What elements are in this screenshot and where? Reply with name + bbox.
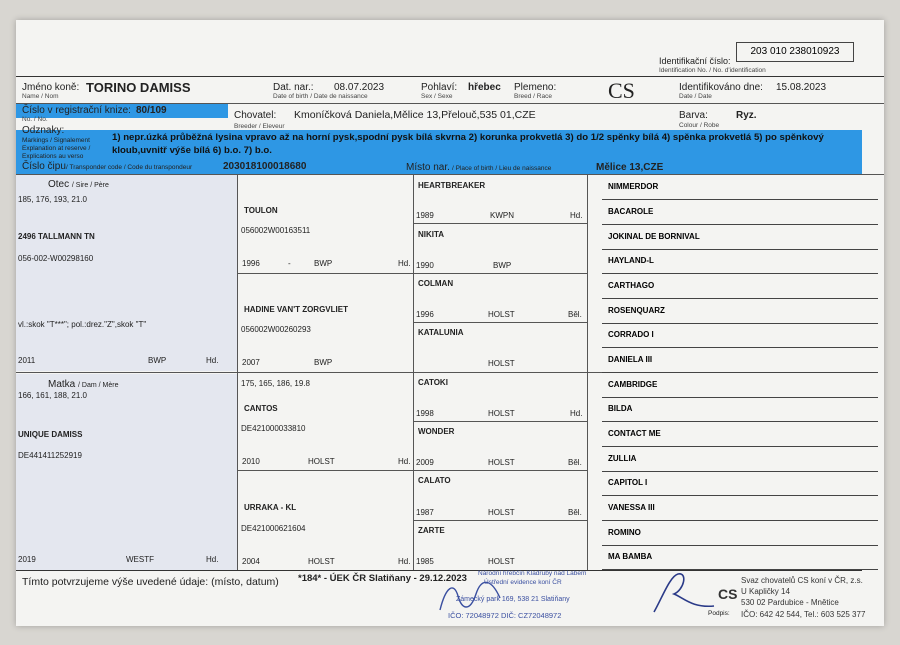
grid-line xyxy=(413,322,587,323)
dss-year: 1998 xyxy=(416,409,434,418)
colour-value: Ryz. xyxy=(736,110,757,121)
stamp-line: Zámecký park 169, 538 21 Slatiňany xyxy=(456,596,570,603)
colour-sub: Colour / Robe xyxy=(679,122,720,129)
stamp-line: IČO: 72048972 DIČ: CZ72048972 xyxy=(448,611,562,620)
ddd-name: ZARTE xyxy=(418,526,445,535)
horse-name: TORINO DAMISS xyxy=(86,80,191,95)
dds-color: Běl. xyxy=(568,508,582,517)
dob-label: Dat. nar.: xyxy=(273,82,314,93)
dsd-name: WONDER xyxy=(418,427,455,436)
ssd-breed: BWP xyxy=(493,261,512,270)
dam-color: Hd. xyxy=(206,555,219,564)
breeder-sub: Breeder / Eleveur xyxy=(234,123,285,130)
dam-panel xyxy=(16,374,237,570)
dd-color: Hd. xyxy=(398,557,411,566)
sire-name: 2496 TALLMANN TN xyxy=(18,232,95,241)
idate-sub: Date / Date xyxy=(679,93,712,100)
dam-heading: Matka / Dam / Mère xyxy=(48,379,119,390)
sire-heading: Otec / Sire / Père xyxy=(48,179,109,190)
sd-id: 056002W00260293 xyxy=(241,325,311,334)
sdd-breed: HOLST xyxy=(488,359,515,368)
place-date: *184* - ÚEK ČR Slatiňany - 29.12.2023 xyxy=(298,573,467,584)
markings-line-1: 1) nepr.úzká průběžná lysina vpravo až na horní pysk,spodní pysk bílá skvrna 2) korunka prokvetlá 3) do 1/2 spěnky bílá 4) spěnka prokvetlá 5) po spěnkový xyxy=(112,132,824,143)
stamp-line: Národní hřebčín Kladruby nad Labem xyxy=(478,570,587,577)
ss-color: Hd. xyxy=(398,259,411,268)
gen4-row: ROMINO xyxy=(602,521,878,546)
confirm-text: Tímto potvrzujeme výše uvedené údaje: (místo, datum) xyxy=(22,576,279,588)
gen4-row: CARTHAGO xyxy=(602,274,878,299)
sire-measures: 185, 176, 193, 21.0 xyxy=(18,195,87,204)
divider xyxy=(16,76,884,77)
gen4-row: BILDA xyxy=(602,397,878,422)
ss-dash: - xyxy=(288,259,291,268)
sire-id: 056-002-W00298160 xyxy=(18,254,94,263)
sss-color: Hd. xyxy=(570,211,583,220)
sire-panel xyxy=(16,175,237,371)
assoc-line: Svaz chovatelů CS koní v ČR, z.s. xyxy=(741,576,863,585)
markings-label: Odznaky: xyxy=(22,125,65,136)
dam-id: DE441411252919 xyxy=(18,451,82,460)
sd-year: 2007 xyxy=(242,358,260,367)
dss-name: CATOKI xyxy=(418,378,448,387)
gen4-row: DANIELA III xyxy=(602,348,878,373)
dam-name: UNIQUE DAMISS xyxy=(18,430,83,439)
sss-name: HEARTBREAKER xyxy=(418,181,486,190)
sex-value: hřebec xyxy=(468,82,501,93)
signature-icon xyxy=(436,576,506,616)
stamp-line: Ústřední evidence koní ČR xyxy=(484,579,562,586)
markings-sub: Markings / Signalement xyxy=(22,137,90,144)
ident-number: 203 010 238010923 xyxy=(736,42,854,62)
sd-name: HADINE VAN'T ZORGVLIET xyxy=(244,305,348,314)
grid-line xyxy=(237,273,587,274)
dds-name: CALATO xyxy=(418,476,451,485)
sex-sub: Sex / Sexe xyxy=(421,93,453,100)
signature-icon xyxy=(648,568,718,616)
ds-breed: HOLST xyxy=(308,457,335,466)
reg-sub: No. / No. xyxy=(22,116,48,123)
pob-label: Místo nar. xyxy=(406,162,450,173)
breed-label: Plemeno: xyxy=(514,82,557,93)
ds-name: CANTOS xyxy=(244,404,278,413)
dam-year: 2019 xyxy=(18,555,36,564)
ss-id: 056002W00163511 xyxy=(241,226,311,235)
sss-year: 1989 xyxy=(416,211,434,220)
ss-name: TOULON xyxy=(244,206,278,215)
ident-label: Identifikační číslo: xyxy=(659,56,731,66)
sire-color: Hd. xyxy=(206,356,219,365)
podpis-label: Podpis: xyxy=(708,610,730,617)
dd-name: URRAKA - KL xyxy=(244,503,297,512)
gen4-row: CORRADO I xyxy=(602,323,878,348)
dsd-breed: HOLST xyxy=(488,458,515,467)
ddd-year: 1985 xyxy=(416,557,434,566)
ident-label-en: Identification No. / No. d'identification xyxy=(659,67,766,74)
gen4-row: ZULLIA xyxy=(602,447,878,472)
grid-line xyxy=(413,421,587,422)
ds-measures: 175, 165, 186, 19.8 xyxy=(241,379,310,388)
grid-line xyxy=(413,223,587,224)
breeder-value: Kmoníčková Daniela,Mělice 13,Přelouč,535 01,CZE xyxy=(294,109,536,121)
ssd-name: NIKITA xyxy=(418,230,445,239)
sds-year: 1996 xyxy=(416,310,434,319)
gen4-row: CONTACT ME xyxy=(602,422,878,447)
gen4-row: ROSENQUARZ xyxy=(602,299,878,324)
reg-label: Číslo v registrační knize: xyxy=(22,105,131,116)
markings-line-2: kloub,uvnitř výše bílá 6) b.o. 7) b.o. xyxy=(112,145,272,156)
breed-value: CS xyxy=(608,78,635,103)
dob-value: 08.07.2023 xyxy=(334,82,385,93)
pob-value: Mělice 13,CZE xyxy=(596,162,664,173)
sds-color: Běl. xyxy=(568,310,582,319)
ddd-breed: HOLST xyxy=(488,557,515,566)
sd-breed: BWP xyxy=(314,358,333,367)
ssd-year: 1990 xyxy=(416,261,434,270)
chip-label: Číslo čipu xyxy=(22,161,66,172)
assoc-line: U Kapličky 14 xyxy=(741,587,790,596)
dd-year: 2004 xyxy=(242,557,260,566)
chip-value: 203018100018680 xyxy=(223,161,307,172)
chip-sub: / Transponder code / Code du transpondeur xyxy=(66,164,193,171)
assoc-line: 530 02 Pardubice - Mnětice xyxy=(741,598,839,607)
sire-year: 2011 xyxy=(18,356,36,365)
dsd-color: Běl. xyxy=(568,458,582,467)
markings-sub: Explications au verso xyxy=(22,153,84,160)
idate-value: 15.08.2023 xyxy=(776,82,827,93)
dam-measures: 166, 161, 188, 21.0 xyxy=(18,391,87,400)
pob-sub: / Place of birth / Lieu de naissance xyxy=(452,165,552,172)
ds-id: DE421000033810 xyxy=(241,424,306,433)
sire-breed: BWP xyxy=(148,356,167,365)
sds-breed: HOLST xyxy=(488,310,515,319)
ds-color: Hd. xyxy=(398,457,411,466)
sire-notes: vl.:skok "T***"; pol.:drez."Z",skok "T" xyxy=(18,320,147,329)
breed-sub: Breed / Race xyxy=(514,93,552,100)
dd-breed: HOLST xyxy=(308,557,335,566)
passport-page xyxy=(16,20,884,626)
dds-breed: HOLST xyxy=(488,508,515,517)
gen4-row: MA BAMBA xyxy=(602,545,878,570)
breeder-label: Chovatel: xyxy=(234,110,277,121)
assoc-line: IČO: 642 42 544, Tel.: 603 525 377 xyxy=(741,610,866,619)
name-sub: Name / Nom xyxy=(22,93,59,100)
dob-sub: Date of birth / Date de naissance xyxy=(273,93,368,100)
dss-color: Hd. xyxy=(570,409,583,418)
gen4-row: HAYLAND-L xyxy=(602,249,878,274)
colour-label: Barva: xyxy=(679,110,708,121)
reg-value: 80/109 xyxy=(136,105,167,116)
ds-year: 2010 xyxy=(242,457,260,466)
ss-year: 1996 xyxy=(242,259,260,268)
grid-line xyxy=(16,570,862,571)
grid-line xyxy=(237,470,587,471)
sss-breed: KWPN xyxy=(490,211,514,220)
dsd-year: 2009 xyxy=(416,458,434,467)
gen4-row: BACAROLE xyxy=(602,200,878,225)
sds-name: COLMAN xyxy=(418,279,454,288)
markings-sub: Explanation at reserve / xyxy=(22,145,91,152)
gen4-row: CAMBRIDGE xyxy=(602,373,878,398)
sdd-name: KATALUNIA xyxy=(418,328,464,337)
idate-label: Identifikováno dne: xyxy=(679,82,763,93)
grid-line xyxy=(413,520,587,521)
dam-breed: WESTF xyxy=(126,555,154,564)
gen4-row: VANESSA III xyxy=(602,496,878,521)
gen4-row: NIMMERDOR xyxy=(602,175,878,200)
dds-year: 1987 xyxy=(416,508,434,517)
cs-logo: CS xyxy=(718,586,738,602)
dd-id: DE421000621604 xyxy=(241,524,306,533)
name-label: Jméno koně: xyxy=(22,82,80,93)
gen4-row: CAPITOL I xyxy=(602,471,878,496)
gen4-row: JOKINAL DE BORNIVAL xyxy=(602,225,878,250)
sex-label: Pohlaví: xyxy=(421,82,458,93)
dss-breed: HOLST xyxy=(488,409,515,418)
ss-breed: BWP xyxy=(314,259,333,268)
